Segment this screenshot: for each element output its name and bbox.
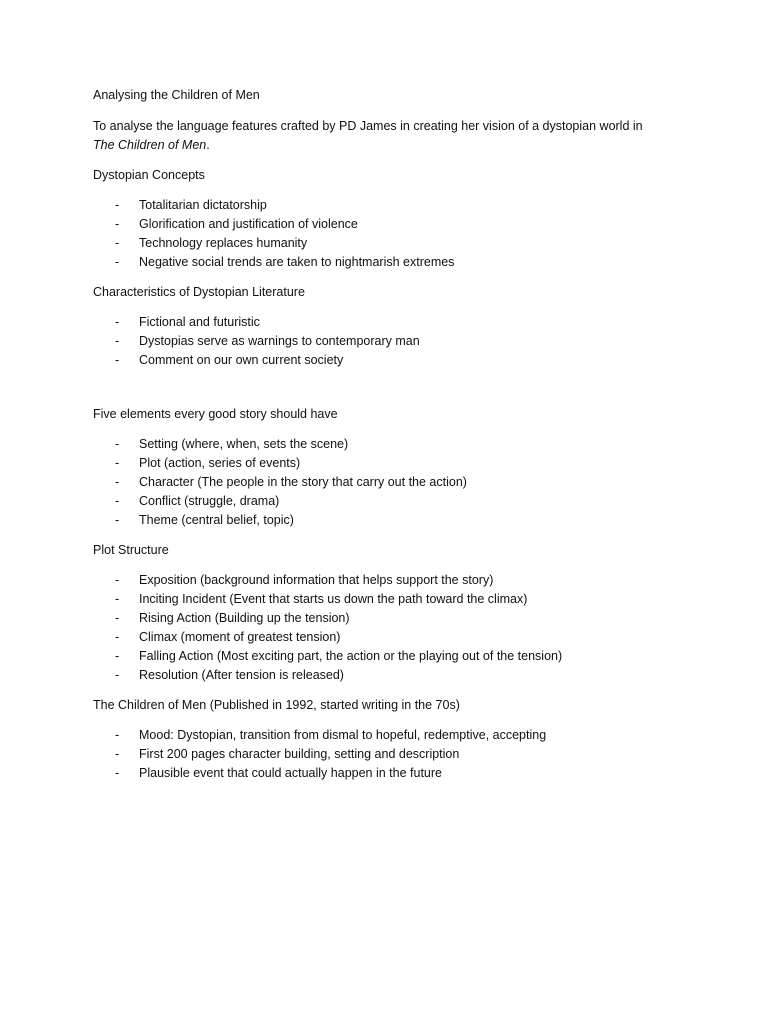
bullet-dash: - xyxy=(115,236,120,250)
bullet-dash: - xyxy=(115,334,120,348)
document-title: Analysing the Children of Men xyxy=(93,88,260,102)
list-dystopian-concepts xyxy=(93,196,713,272)
bullet-dash: - xyxy=(115,592,120,606)
bullet-dash: - xyxy=(115,573,120,587)
section-heading-plot-structure: Plot Structure xyxy=(93,543,169,557)
bullet-dash: - xyxy=(115,513,120,527)
list-children-of-men xyxy=(93,726,713,783)
list-item: - Conflict (struggle, drama) xyxy=(93,492,713,511)
list-item: - Dystopias serve as warnings to contemporary man xyxy=(93,332,713,351)
list-five-elements xyxy=(93,435,713,530)
list-item: - Glorification and justification of violence xyxy=(93,215,713,234)
bullet-dash: - xyxy=(115,198,120,212)
list-item: - Comment on our own current society xyxy=(93,351,713,370)
list-item: - First 200 pages character building, setting and description xyxy=(93,745,713,764)
list-item: - Setting (where, when, sets the scene) xyxy=(93,435,713,454)
section-heading-children-of-men: The Children of Men (Published in 1992, started writing in the 70s) xyxy=(93,698,460,712)
list-item: - Theme (central belief, topic) xyxy=(93,511,713,530)
bullet-dash: - xyxy=(115,437,120,451)
list-item: - Technology replaces humanity xyxy=(93,234,713,253)
bullet-dash: - xyxy=(115,494,120,508)
bullet-dash: - xyxy=(115,611,120,625)
list-item: - Plot (action, series of events) xyxy=(93,454,713,473)
aim-book-title: The Children of Men xyxy=(93,138,207,152)
blank-line xyxy=(93,381,713,405)
list-item: - Negative social trends are taken to nightmarish extremes xyxy=(93,253,713,272)
list-item: - Resolution (After tension is released) xyxy=(93,666,713,685)
bullet-dash: - xyxy=(115,728,120,742)
bullet-dash: - xyxy=(115,353,120,367)
list-item: - Inciting Incident (Event that starts us down the path toward the climax) xyxy=(93,590,713,609)
bullet-dash: - xyxy=(115,475,120,489)
list-item: - Falling Action (Most exciting part, the action or the playing out of the tension) xyxy=(93,647,713,666)
section-heading-five-elements: Five elements every good story should have xyxy=(93,407,338,421)
aim-statement xyxy=(93,117,713,155)
section-heading-dystopian-concepts: Dystopian Concepts xyxy=(93,168,205,182)
bullet-dash: - xyxy=(115,766,120,780)
bullet-dash: - xyxy=(115,649,120,663)
bullet-dash: - xyxy=(115,315,120,329)
document-page xyxy=(93,86,713,794)
list-characteristics xyxy=(93,313,713,370)
list-item: - Fictional and futuristic xyxy=(93,313,713,332)
bullet-dash: - xyxy=(115,456,120,470)
list-item: - Mood: Dystopian, transition from dismal to hopeful, redemptive, accepting xyxy=(93,726,713,745)
aim-period: . xyxy=(206,138,210,152)
list-item: - Character (The people in the story that carry out the action) xyxy=(93,473,713,492)
list-item: - Exposition (background information that helps support the story) xyxy=(93,571,713,590)
section-heading-characteristics: Characteristics of Dystopian Literature xyxy=(93,285,305,299)
bullet-dash: - xyxy=(115,668,120,682)
bullet-dash: - xyxy=(115,747,120,761)
list-item: - Totalitarian dictatorship xyxy=(93,196,713,215)
list-item: - Climax (moment of greatest tension) xyxy=(93,628,713,647)
bullet-dash: - xyxy=(115,255,120,269)
list-item: - Plausible event that could actually happen in the future xyxy=(93,764,713,783)
list-plot-structure xyxy=(93,571,713,685)
bullet-dash: - xyxy=(115,630,120,644)
list-item: - Rising Action (Building up the tension) xyxy=(93,609,713,628)
bullet-dash: - xyxy=(115,217,120,231)
aim-text: To analyse the language features crafted by PD James in creating her vision of a dystopian world in xyxy=(93,119,643,133)
